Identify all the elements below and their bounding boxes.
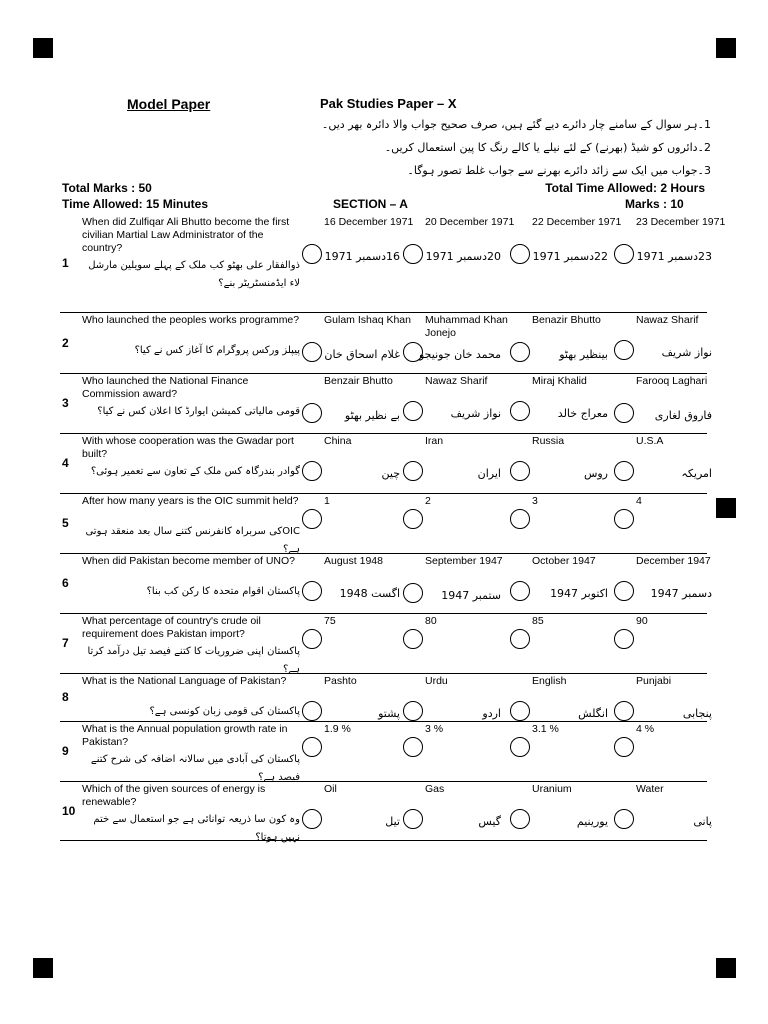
answer-bubble[interactable]: [302, 581, 322, 601]
question-number: 5: [62, 516, 69, 530]
answer-bubble[interactable]: [614, 809, 634, 829]
option-urdu-label: اگست 1948: [339, 587, 400, 600]
option-urdu-label: غلام اسحاق خان: [324, 348, 400, 361]
question-row: [60, 781, 712, 843]
question-text: When did Pakistan become member of UNO?: [82, 555, 296, 567]
option-label: 90: [636, 615, 648, 627]
option-4: [636, 314, 739, 371]
option-label: Gulam Ishaq Khan: [324, 314, 411, 326]
option-label: 1: [324, 495, 330, 507]
question-urdu-text: OICکی سربراہ کانفرنس کتنے سال بعد منعقد ہوتی ہے؟: [85, 526, 300, 555]
option-4: [636, 675, 739, 719]
option-label: 4 %: [636, 723, 655, 735]
option-label: Miraj Khalid: [532, 375, 587, 387]
option-urdu-label: گیس: [478, 815, 501, 828]
answer-bubble[interactable]: [510, 461, 530, 481]
question-number: 8: [62, 690, 69, 704]
registration-mark-top-right: [716, 38, 736, 58]
instruction-1: 1۔ہر سوال کے سامنے چار دائرے دیے گئے ہیں، صرف صحیح جواب والا دائرہ بھر دیں۔: [321, 118, 711, 131]
option-label: Benzair Bhutto: [324, 375, 393, 387]
option-label: 23 December 1971: [636, 216, 726, 228]
question-urdu-text: پاکستان اقوام متحدہ کا رکن کب بنا؟: [146, 586, 300, 597]
registration-mark-top-left: [33, 38, 53, 58]
answer-bubble[interactable]: [510, 737, 530, 757]
answer-bubble[interactable]: [614, 340, 634, 360]
question-text: After how many years is the OIC summit held?: [82, 495, 299, 507]
option-4: [636, 435, 739, 491]
option-urdu-label: اکتوبر 1947: [550, 587, 608, 600]
registration-mark-bottom-left: [33, 958, 53, 978]
answer-bubble[interactable]: [510, 701, 530, 721]
option-urdu-label: تیل: [385, 815, 400, 828]
answer-bubble[interactable]: [403, 509, 423, 529]
answer-bubble[interactable]: [614, 629, 634, 649]
option-4: [636, 783, 739, 838]
question-number: 7: [62, 636, 69, 650]
option-urdu-label: امریکہ: [681, 467, 712, 480]
question-urdu-text: ذوالفقار علی بھٹو کب ملک کے پہلے سویلین مارشل لاء ایڈمنسٹریٹر بنے؟: [88, 260, 300, 289]
answer-bubble[interactable]: [302, 342, 322, 362]
option-urdu-label: دسمبر 1947: [650, 587, 712, 600]
answer-bubble[interactable]: [510, 581, 530, 601]
question-text: When did Zulfiqar Ali Bhutto become the first civilian Martial Law Administrator of the country?: [82, 216, 290, 254]
option-label: October 1947: [532, 555, 596, 567]
option-4: [636, 615, 739, 671]
answer-bubble[interactable]: [302, 461, 322, 481]
option-label: Oil: [324, 783, 337, 795]
option-label: Benazir Bhutto: [532, 314, 601, 326]
option-urdu-label: ستمبر 1947: [441, 589, 501, 602]
option-label: 16 December 1971: [324, 216, 414, 228]
answer-bubble[interactable]: [510, 342, 530, 362]
option-urdu-label: 16دسمبر 1971: [324, 250, 400, 263]
question-row: [60, 373, 712, 434]
question-text: What percentage of country's crude oil requirement does Pakistan import?: [82, 615, 261, 640]
option-4: [636, 723, 739, 779]
answer-bubble[interactable]: [614, 461, 634, 481]
question-row: [60, 214, 726, 313]
question-urdu-text: پیپلز ورکس پروگرام کا آغاز کس نے کیا؟: [134, 345, 300, 356]
option-4: [636, 216, 739, 310]
option-label: 3.1 %: [532, 723, 559, 735]
option-label: China: [324, 435, 352, 447]
question-urdu-text: گوادر بندرگاہ کس ملک کے تعاون سے تعمیر ہوئی؟: [90, 466, 300, 477]
answer-bubble[interactable]: [302, 509, 322, 529]
answer-bubble[interactable]: [403, 701, 423, 721]
answer-bubble[interactable]: [510, 629, 530, 649]
option-label: Urdu: [425, 675, 448, 687]
option-label: 22 December 1971: [532, 216, 622, 228]
option-urdu-label: چین: [381, 467, 400, 480]
question-number: 9: [62, 744, 69, 758]
total-marks: Total Marks : 50: [62, 181, 152, 195]
option-urdu-label: معراج خالد: [557, 407, 608, 420]
option-label: 2: [425, 495, 431, 507]
option-urdu-label: ایران: [477, 467, 501, 480]
question-row: [60, 673, 712, 722]
answer-bubble[interactable]: [403, 809, 423, 829]
answer-bubble[interactable]: [614, 581, 634, 601]
answer-bubble[interactable]: [614, 509, 634, 529]
question-number: 1: [62, 256, 69, 270]
question-number: 6: [62, 576, 69, 590]
question-row: [60, 553, 712, 614]
option-2: [425, 216, 528, 310]
model-paper-title: Model Paper: [127, 96, 211, 112]
answer-bubble[interactable]: [302, 701, 322, 721]
answer-bubble[interactable]: [302, 809, 322, 829]
option-label: 3: [532, 495, 538, 507]
option-label: Farooq Laghari: [636, 375, 708, 387]
option-label: 3 %: [425, 723, 444, 735]
option-label: Iran: [425, 435, 444, 447]
option-label: Pashto: [324, 675, 357, 687]
answer-bubble[interactable]: [614, 737, 634, 757]
option-urdu-label: 22دسمبر 1971: [532, 250, 608, 263]
question-row: [60, 312, 712, 374]
option-label: U.S.A: [636, 435, 664, 447]
option-label: Water: [636, 783, 664, 795]
option-urdu-label: 20دسمبر 1971: [425, 250, 501, 263]
answer-bubble[interactable]: [510, 809, 530, 829]
question-text: Who launched the peoples works programme?: [82, 314, 300, 326]
question-text: Which of the given sources of energy is renewable?: [82, 783, 266, 808]
question-row: [60, 433, 712, 494]
option-label: Nawaz Sharif: [425, 375, 488, 387]
option-urdu-label: بے نظیر بھٹو: [344, 409, 400, 422]
answer-bubble[interactable]: [510, 244, 530, 264]
option-label: Uranium: [532, 783, 572, 795]
option-label: English: [532, 675, 567, 687]
option-label: 20 December 1971: [425, 216, 515, 228]
question-row: [60, 613, 707, 674]
option-urdu-label: پنجابی: [682, 707, 712, 720]
option-4: [636, 375, 739, 431]
option-urdu-label: پشتو: [378, 707, 400, 720]
answer-bubble[interactable]: [302, 737, 322, 757]
option-label: 80: [425, 615, 437, 627]
option-urdu-label: محمد خان جونیجو: [419, 348, 501, 361]
answer-bubble[interactable]: [302, 403, 322, 423]
registration-mark-bottom-right: [716, 958, 736, 978]
time-allowed: Time Allowed: 15 Minutes: [62, 197, 209, 211]
answer-bubble[interactable]: [403, 401, 423, 421]
answer-bubble[interactable]: [403, 629, 423, 649]
option-urdu-label: نواز شریف: [661, 346, 712, 359]
option-urdu-label: بینظیر بھٹو: [559, 348, 608, 361]
marks-label: Marks : 10: [625, 197, 684, 211]
question-number: 2: [62, 335, 69, 350]
option-urdu-label: 23دسمبر 1971: [636, 250, 712, 263]
answer-bubble[interactable]: [614, 244, 634, 264]
option-label: August 1948: [324, 555, 383, 567]
question-number: 10: [62, 803, 76, 818]
option-label: 75: [324, 615, 336, 627]
answer-bubble[interactable]: [510, 401, 530, 421]
question-number: 4: [62, 456, 69, 470]
answer-bubble[interactable]: [403, 583, 423, 603]
question-urdu-text: پاکستان اپنی ضروریات کا کتنے فیصد تیل درآمد کرتا ہے؟: [87, 646, 300, 675]
option-label: September 1947: [425, 555, 503, 567]
question-text: What is the Annual population growth rate in Pakistan?: [82, 723, 288, 748]
answer-bubble[interactable]: [403, 461, 423, 481]
answer-bubble[interactable]: [302, 629, 322, 649]
answer-bubble[interactable]: [403, 737, 423, 757]
answer-bubble[interactable]: [403, 244, 423, 264]
option-label: 1.9 %: [324, 723, 351, 735]
option-urdu-label: اردو: [482, 707, 501, 720]
instruction-2: 2۔دائروں کو شیڈ (بھرنے) کے لئے نیلے یا کالے رنگ کا پین استعمال کریں۔: [384, 141, 711, 154]
option-urdu-label: فاروق لغاری: [654, 409, 712, 422]
question-text: Who launched the National Finance Commission award?: [82, 375, 249, 400]
question-row: [60, 721, 707, 782]
question-urdu-text: وہ کون سا ذریعہ توانائی ہے جو استعمال سے ختم نہیں ہوتا؟: [93, 814, 300, 843]
option-label: Muhammad Khan Jonejo: [425, 314, 508, 339]
question-urdu-text: پاکستان کی آبادی میں سالانہ اضافہ کی شرح کتنے فیصد ہے؟: [90, 754, 300, 783]
answer-bubble[interactable]: [510, 509, 530, 529]
option-label: 85: [532, 615, 544, 627]
section-label: SECTION – A: [333, 197, 408, 211]
option-4: [636, 495, 739, 551]
option-label: 4: [636, 495, 642, 507]
option-urdu-label: روس: [583, 467, 608, 480]
subject-title: Pak Studies Paper – X: [320, 96, 457, 111]
question-text: With whose cooperation was the Gwadar port built?: [82, 435, 294, 460]
instruction-3: 3۔جواب میں ایک سے زائد دائرے بھرنے سے جواب غلط تصور ہوگا۔: [407, 164, 711, 177]
answer-bubble[interactable]: [614, 403, 634, 423]
option-urdu-label: پانی: [693, 815, 712, 828]
option-urdu-label: انگلش: [578, 707, 608, 720]
option-label: Russia: [532, 435, 565, 447]
question-urdu-text: پاکستان کی قومی زبان کونسی ہے؟: [149, 706, 300, 717]
option-2: [419, 314, 528, 371]
answer-bubble[interactable]: [302, 244, 322, 264]
option-label: Punjabi: [636, 675, 672, 687]
answer-bubble[interactable]: [614, 701, 634, 721]
question-text: What is the National Language of Pakistan?: [82, 675, 287, 687]
option-label: Nawaz Sharif: [636, 314, 699, 326]
option-label: December 1947: [636, 555, 711, 567]
option-urdu-label: نواز شریف: [450, 407, 501, 420]
question-number: 3: [62, 396, 69, 410]
option-urdu-label: یورینیم: [576, 815, 608, 828]
total-time: Total Time Allowed: 2 Hours: [545, 181, 705, 195]
option-4: [636, 555, 739, 611]
question-row: [60, 493, 707, 554]
option-label: Gas: [425, 783, 445, 795]
question-urdu-text: قومی مالیاتی کمیشن ایوارڈ کا اعلان کس نے کیا؟: [97, 406, 300, 417]
